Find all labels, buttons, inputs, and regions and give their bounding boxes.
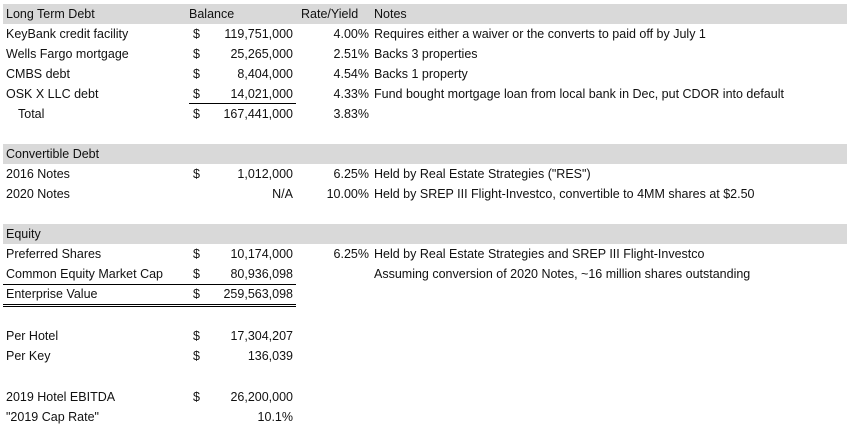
row-label: Per Key [6,349,51,363]
rate-value: 4.54% [333,67,369,81]
equity-title: Equity [6,227,41,241]
enterprise-value-row[interactable] [0,284,849,304]
note-text: Backs 1 property [374,67,468,81]
long-term-debt-header-row[interactable] [0,4,849,24]
currency-symbol: $ [193,329,200,343]
currency-symbol: $ [193,87,200,101]
long-term-debt-title: Long Term Debt [6,7,95,21]
row-label: Enterprise Value [6,287,98,301]
rate-value: 10.00% [326,187,369,201]
currency-symbol: $ [193,67,200,81]
ebitda-value: 26,200,000 [230,390,293,404]
row-label: 2020 Notes [6,187,70,201]
row-label: CMBS debt [6,67,70,81]
row-label: Per Hotel [6,329,59,343]
row-label: 2019 Hotel EBITDA [6,390,116,404]
per-key-value: 136,039 [247,349,293,363]
table-row[interactable] [0,44,849,64]
note-text: Requires either a waiver or the converts to paid off by July 1 [374,27,706,41]
table-row[interactable] [0,164,849,184]
currency-symbol: $ [193,27,200,41]
row-label: Common Equity Market Cap [6,267,164,281]
rate-value: 4.33% [333,87,369,101]
rate-value: 6.25% [333,247,369,261]
note-text: Held by Real Estate Strategies and SREP III Flight-Investco [374,247,705,261]
table-row[interactable] [0,244,849,264]
per-hotel-row[interactable] [0,326,849,346]
rate-value: 3.83% [333,107,369,121]
currency-symbol: $ [193,287,200,301]
balance-value: N/A [272,187,293,201]
notes-column-header: Notes [374,7,407,21]
balance-value: 167,441,000 [223,107,293,121]
currency-symbol: $ [193,167,200,181]
table-row[interactable] [0,84,849,104]
rate-value: 2.51% [333,47,369,61]
table-row[interactable] [0,24,849,44]
rate-value: 4.00% [333,27,369,41]
note-text: Assuming conversion of 2020 Notes, ~16 million shares outstanding [374,267,751,281]
table-row[interactable] [0,184,849,204]
cap-rate-value: 10.1% [257,410,293,424]
rate-column-header: Rate/Yield [301,7,359,21]
table-row[interactable] [0,264,849,284]
balance-value: 259,563,098 [223,287,293,301]
per-hotel-value: 17,304,207 [230,329,293,343]
enterprise-value-bottom-border-2 [3,306,296,307]
convertible-debt-header-row[interactable] [0,144,849,164]
currency-symbol: $ [193,390,200,404]
balance-value: 119,751,000 [224,27,293,41]
note-text: Backs 3 properties [374,47,478,61]
balance-value: 8,404,000 [237,67,293,81]
ebitda-row[interactable] [0,387,849,407]
cap-rate-row[interactable] [0,407,849,427]
table-row[interactable] [0,64,849,84]
note-text: Held by Real Estate Strategies ("RES") [374,167,591,181]
currency-symbol: $ [193,107,200,121]
currency-symbol: $ [193,47,200,61]
balance-value: 1,012,000 [237,167,293,181]
row-label: "2019 Cap Rate" [6,410,99,424]
equity-header-row[interactable] [0,224,849,244]
balance-value: 80,936,098 [230,267,293,281]
currency-symbol: $ [193,349,200,363]
row-label: Wells Fargo mortgage [6,47,129,61]
row-label: Preferred Shares [6,247,102,261]
row-label: KeyBank credit facility [6,27,129,41]
note-text: Held by SREP III Flight-Investco, convertible to 4MM shares at $2.50 [374,187,755,201]
balance-value: 25,265,000 [230,47,293,61]
balance-value: 14,021,000 [230,87,293,101]
currency-symbol: $ [193,247,200,261]
currency-symbol: $ [193,267,200,281]
row-label: 2016 Notes [6,167,70,181]
total-row[interactable] [0,104,849,124]
rate-value: 6.25% [333,167,369,181]
balance-column-header: Balance [189,7,235,21]
per-key-row[interactable] [0,346,849,366]
row-label: OSK X LLC debt [6,87,99,101]
enterprise-value-bottom-border-1 [3,304,296,305]
note-text: Fund bought mortgage loan from local bank in Dec, put CDOR into default [374,87,784,101]
balance-value: 10,174,000 [230,247,293,261]
row-label: Total [18,107,45,121]
convertible-debt-title: Convertible Debt [6,147,100,161]
